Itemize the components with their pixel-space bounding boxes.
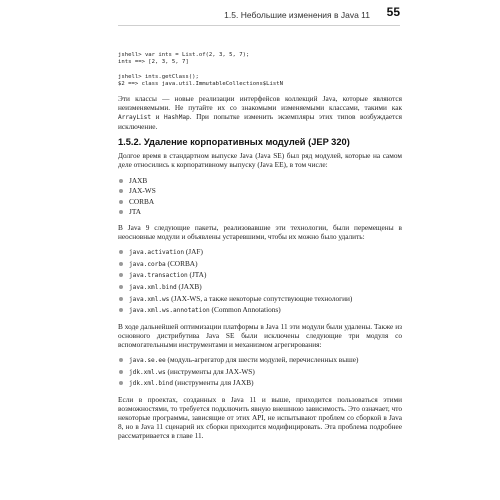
paragraph-java11-removal: В ходе дальнейшей оптимизации платформы в Java 11 эти модули были удалены. Также из основного дистрибутива Java SE были исключены следующие три модуля со вспомогательными инструментами и механизмом агрегирования: — [118, 321, 402, 349]
tool-module-list — [118, 355, 402, 390]
bullet-icon — [119, 273, 123, 277]
list-item: java.se.ee (модуль-агрегатор для шести модулей, перечисленных выше) — [118, 355, 402, 367]
jshell-code-block: jshell> var ints = List.of(2, 3, 5, 7); ints ==> [2, 3, 5, 7] jshell> ints.getClass(); $2 ==> class java.util.ImmutableCollections$ListN — [118, 52, 284, 87]
list-item: java.transaction (JTA) — [118, 270, 402, 282]
package-list — [118, 247, 402, 317]
page-number: 55 — [386, 5, 400, 19]
section-heading: 1.5.2. Удаление корпоративных модулей (JEP 320) — [118, 137, 350, 148]
running-title: 1.5. Небольшие изменения в Java 11 — [224, 10, 370, 20]
bullet-icon — [119, 250, 123, 254]
inline-code-arraylist: ArrayList — [118, 114, 152, 122]
list-item: JTA — [118, 207, 402, 218]
list-item: java.corba (CORBA) — [118, 259, 402, 271]
list-item: JAX-WS — [118, 186, 402, 197]
text: Эти классы — новые реализации интерфейсов коллекций Java, которые являются неизменяемыми. Не путайте их со знакомыми изменяемыми классами, такими как — [118, 94, 402, 113]
list-item: jdk.xml.bind (инструменты для JAXB) — [118, 378, 402, 390]
bullet-icon — [119, 297, 123, 301]
bullet-icon — [119, 189, 123, 193]
text: . При попытке изменить экземпляры этих типов возбуждается исключение. — [118, 112, 402, 132]
paragraph-external-dependency: Если в проектах, созданных в Java 11 и выше, приходится пользоваться этими возможностями, то требуется подключить явную внешнюю зависимость. Это означает, что некоторые программы, зависящие от этих API, не испытывают проблем со сборкой в Java 8, но в Java 11 сценарий их сборки приходится модифицировать. Эта проблема подробнее рассматривается в главе 11. — [118, 394, 402, 441]
list-item: jdk.xml.ws (инструменты для JAX-WS) — [118, 367, 402, 379]
technology-list — [118, 176, 402, 218]
page-body — [118, 52, 402, 446]
bullet-icon — [119, 179, 123, 183]
list-item: CORBA — [118, 197, 402, 208]
bullet-icon — [119, 308, 123, 312]
bullet-icon — [119, 358, 123, 362]
text: и — [151, 112, 165, 122]
paragraph-enterprise-modules: Долгое время в стандартном выпуске Java (Java SE) был ряд модулей, которые на самом деле относились к корпоративному выпуску (Java EE), в том числе: — [118, 151, 402, 170]
bullet-icon — [119, 285, 123, 289]
page-header — [118, 3, 400, 26]
paragraph-java9-packages: В Java 9 следующие пакеты, реализовавшие эти технологии, были перемещены в неосновные модули и объявлены устаревшими, чтобы их можно было удалить: — [118, 222, 402, 242]
inline-code-hashmap: HashMap — [164, 114, 190, 122]
bullet-icon — [119, 262, 123, 266]
list-item: JAXB — [118, 176, 402, 187]
bullet-icon — [119, 210, 123, 214]
list-item: java.xml.ws.annotation (Common Annotations) — [118, 305, 402, 317]
bullet-icon — [119, 370, 123, 374]
paragraph-immutable-classes — [118, 94, 402, 131]
bullet-icon — [119, 381, 123, 385]
list-item: java.activation (JAF) — [118, 247, 402, 259]
list-item: java.xml.bind (JAXB) — [118, 282, 402, 294]
list-item: java.xml.ws (JAX-WS, а также некоторые сопутствующие технологии) — [118, 294, 402, 306]
bullet-icon — [119, 200, 123, 204]
